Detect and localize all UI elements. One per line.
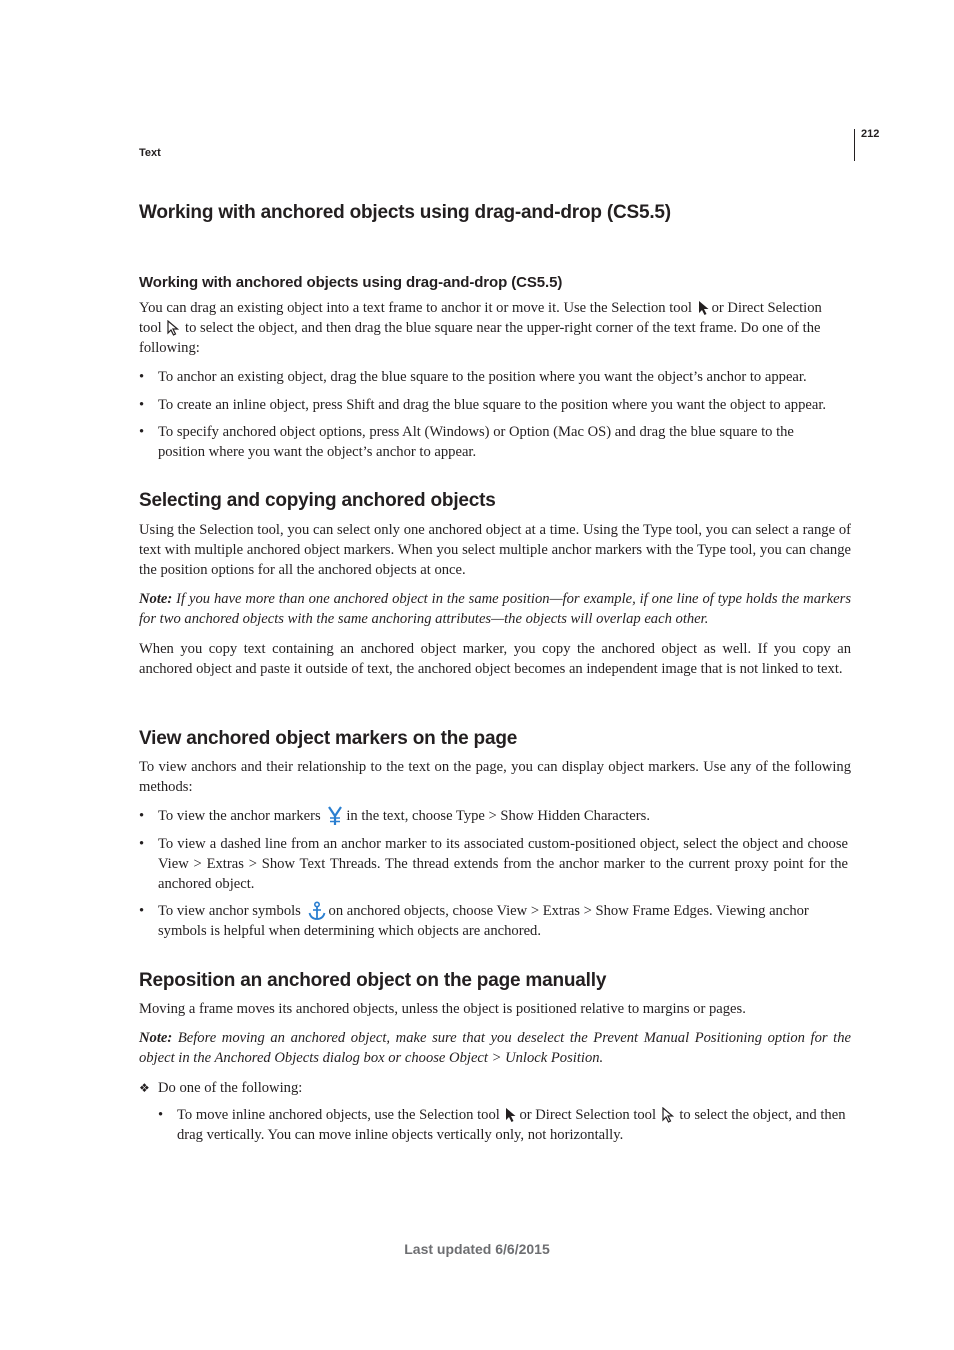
selecting-note: Note: If you have more than one anchored object in the same position—for example, if one line of type holds the markers for two anchored objects with the same anchoring attributes—the objects will overlap each other. — [139, 591, 852, 627]
drag-drop-heading: Working with anchored objects using drag-and-drop (CS5.5) — [139, 274, 563, 291]
view-markers-heading: View anchored object markers on the page — [139, 728, 518, 749]
bullet: • — [158, 1107, 164, 1123]
bullet: • — [139, 808, 145, 824]
footer-last-updated: Last updated 6/6/2015 — [404, 1241, 550, 1257]
bullet: • — [139, 397, 145, 413]
bullet: • — [139, 369, 145, 385]
reposition-intro: Moving a frame moves its anchored objects, unless the object is positioned relative to margins or pages. — [139, 1001, 746, 1017]
page-number: 212 — [861, 128, 880, 140]
selecting-para-2: When you copy text containing an anchored object marker, you copy the anchored object as well. If you copy an anchored object and paste it outside of text, the anchored object becomes an independent image that is not linked to text. — [139, 641, 851, 677]
selecting-para-1: Using the Selection tool, you can select only one anchored object at a time. Using the Type tool, you can select a range of text with multiple anchored object markers. When you select multiple anchor markers with the Type tool, you can change the position options for all the anchored objects at once. — [139, 522, 851, 578]
bullet: • — [139, 903, 145, 919]
reposition-note: Note: Before moving an anchored object, make sure that you deselect the Prevent Manual Positioning option for the object in the Anchored Objects dialog box or choose Object > Unlock Position. — [139, 1030, 851, 1066]
drag-drop-intro: You can drag an existing object into a text frame to anchor it or move it. Use the Selection tool or Direct Selection tool to select the object, and then drag the blue square near the upper-right corner of the text frame. Do one of the following: — [139, 300, 822, 356]
yen-anchor-marker-icon — [326, 806, 344, 826]
section-title: Working with anchored objects using drag-and-drop (CS5.5) — [139, 202, 671, 223]
step-marker: ❖ — [139, 1081, 150, 1095]
bullet: • — [139, 836, 145, 852]
selection-tool-icon — [505, 1107, 517, 1123]
view-markers-intro: To view anchors and their relationship to the text on the page, you can display object markers. Use any of the following methods: — [139, 759, 851, 795]
header-rule — [854, 129, 855, 161]
anchor-icon — [307, 901, 327, 921]
selecting-heading: Selecting and copying anchored objects — [139, 490, 496, 511]
direct-selection-tool-icon — [167, 320, 179, 336]
selection-tool-icon — [698, 300, 710, 316]
direct-selection-tool-icon — [662, 1107, 674, 1123]
running-head: Text — [139, 147, 161, 159]
bullet: • — [139, 424, 145, 440]
reposition-heading: Reposition an anchored object on the page manually — [139, 970, 607, 991]
